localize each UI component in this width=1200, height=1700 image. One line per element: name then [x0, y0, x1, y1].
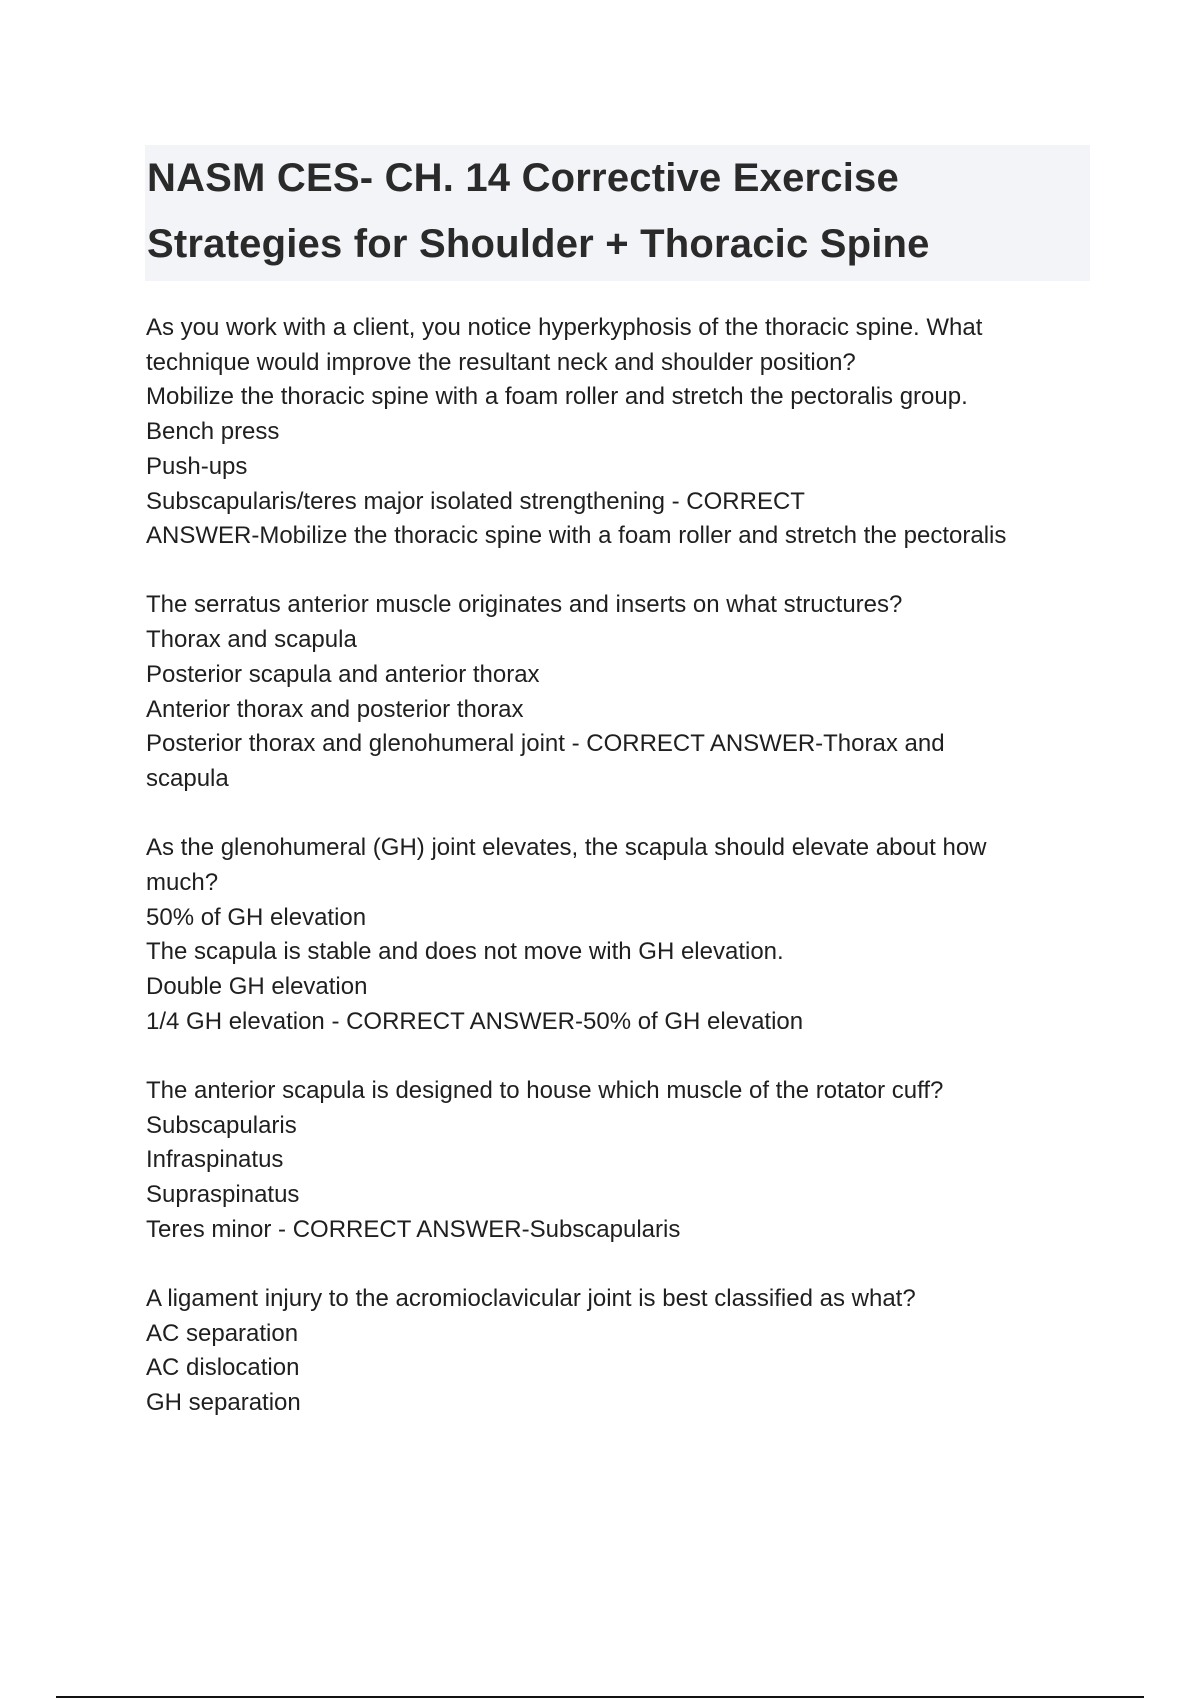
- answer-option: AC dislocation: [146, 1354, 300, 1382]
- title-line: Strategies for Shoulder + Thoracic Spine: [147, 222, 930, 266]
- question-list: [146, 311, 1096, 1455]
- answer-option: Subscapularis/teres major isolated strengthening - CORRECT: [146, 487, 805, 515]
- answer-option: Infraspinatus: [146, 1146, 284, 1174]
- question-line: much?: [146, 868, 219, 896]
- question-line: technique would improve the resultant neck and shoulder position?: [146, 348, 856, 376]
- question-line: As the glenohumeral (GH) joint elevates, the scapula should elevate about how: [146, 834, 987, 862]
- question-line: The serratus anterior muscle originates and inserts on what structures?: [146, 591, 903, 619]
- question-block: [146, 1074, 1096, 1248]
- answer-option: Push-ups: [146, 452, 248, 480]
- answer-option: Posterior scapula and anterior thorax: [146, 660, 540, 688]
- answer-option: Bench press: [146, 418, 280, 446]
- answer-option: 50% of GH elevation: [146, 903, 367, 931]
- correct-answer-line: ANSWER-Mobilize the thoracic spine with a foam roller and stretch the pectoralis: [146, 522, 1007, 550]
- answer-option: The scapula is stable and does not move with GH elevation.: [146, 938, 784, 966]
- answer-option: AC separation: [146, 1319, 299, 1347]
- question-block: [146, 831, 1096, 1039]
- correct-answer-line: scapula: [146, 764, 229, 792]
- answer-option: Mobilize the thoracic spine with a foam roller and stretch the pectoralis group.: [146, 383, 968, 411]
- question-line: As you work with a client, you notice hyperkyphosis of the thoracic spine. What: [146, 314, 983, 341]
- answer-option: Teres minor - CORRECT ANSWER-Subscapularis: [146, 1215, 681, 1243]
- title-block: [145, 145, 1090, 281]
- question-block: [146, 311, 1096, 554]
- answer-option: Supraspinatus: [146, 1180, 300, 1208]
- title-line: NASM CES- CH. 14 Corrective Exercise: [147, 156, 899, 200]
- question-line: A ligament injury to the acromioclavicular joint is best classified as what?: [146, 1284, 916, 1312]
- answer-option: GH separation: [146, 1388, 301, 1416]
- answer-option: Thorax and scapula: [146, 626, 357, 654]
- answer-option: Posterior thorax and glenohumeral joint - CORRECT ANSWER-Thorax and: [146, 730, 945, 758]
- question-block: [146, 1282, 1096, 1421]
- answer-option: Subscapularis: [146, 1111, 297, 1139]
- footer-divider: [56, 1696, 1144, 1698]
- document-title: [147, 145, 1090, 277]
- question-block: [146, 588, 1096, 796]
- answer-option: Double GH elevation: [146, 972, 368, 1000]
- answer-option: Anterior thorax and posterior thorax: [146, 695, 524, 723]
- question-line: The anterior scapula is designed to house which muscle of the rotator cuff?: [146, 1076, 944, 1104]
- answer-option: 1/4 GH elevation - CORRECT ANSWER-50% of GH elevation: [146, 1007, 804, 1035]
